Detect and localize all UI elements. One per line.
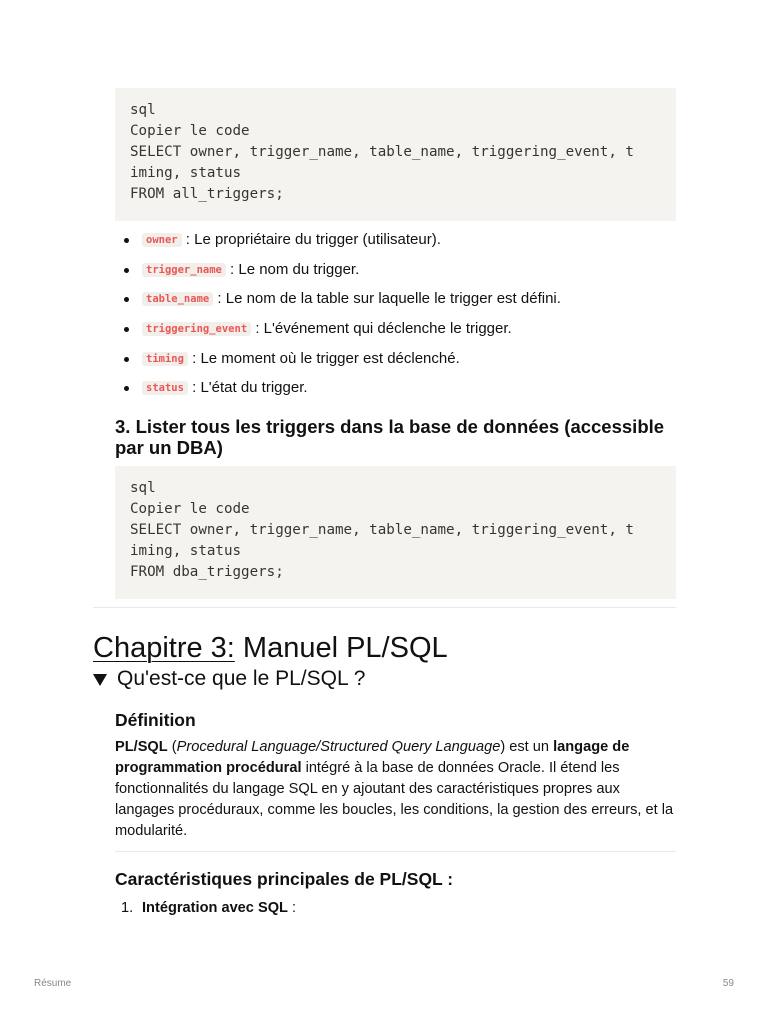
list-item: [115, 259, 676, 289]
code-line: iming, status: [130, 165, 242, 181]
inline-code: table_name: [142, 292, 213, 306]
code-block-all-triggers: [115, 88, 676, 221]
term: PL/SQL: [115, 739, 168, 755]
code-line: sql: [130, 102, 156, 118]
toggle-label: Qu'est-ce que le PL/SQL ?: [117, 667, 366, 690]
code-line: Copier le code: [130, 501, 250, 517]
code-line: Copier le code: [130, 123, 250, 139]
definition-paragraph: [115, 737, 676, 842]
list-item-text: :: [287, 900, 297, 916]
triangle-down-icon[interactable]: [93, 674, 107, 686]
chapter-title-text: Manuel PL/SQL: [234, 632, 448, 664]
text-segment: ) est un: [500, 739, 554, 755]
code-line: FROM all_triggers;: [130, 186, 284, 202]
footer-page-number: 59: [722, 978, 734, 989]
code-line: FROM dba_triggers;: [130, 564, 284, 580]
definition-heading: Définition: [115, 710, 196, 730]
list-number: 1.: [121, 900, 134, 916]
text-segment: intégré à la base de données Oracle. Il étend les fonctionnalités du langage SQL en y ajoutant des caractéristiques propres aux langages procéduraux, comme les boucles, les conditions, la gestion des erreurs, et la modularité.: [115, 760, 674, 839]
list-item: [115, 288, 676, 318]
code-block-dba-triggers: [115, 466, 676, 599]
list-item-bold: Intégration avec SQL: [142, 900, 288, 916]
list-item-text: : Le nom de la table sur laquelle le trigger est défini.: [213, 290, 561, 308]
footer-document-title: Résume: [34, 978, 72, 989]
list-item: [115, 318, 676, 348]
paragraph-divider: [115, 851, 676, 852]
section-divider: [93, 607, 676, 608]
list-item: [115, 898, 296, 919]
list-item-text: : Le propriétaire du trigger (utilisateur).: [181, 231, 441, 248]
inline-code: triggering_event: [142, 322, 251, 336]
section-heading-dba-triggers: 3. Lister tous les triggers dans la base de données (accessible par un DBA): [115, 416, 665, 458]
list-item-text: : L'événement qui déclenche le trigger.: [251, 320, 512, 338]
characteristics-heading: Caractéristiques principales de PL/SQL :: [115, 869, 454, 889]
code-line: iming, status: [130, 543, 242, 559]
column-description-list: [115, 229, 676, 407]
bold-phrase: langage de programmation procédural: [115, 739, 630, 776]
list-item: [115, 348, 676, 378]
toggle-heading[interactable]: [93, 664, 365, 694]
list-item-text: : Le nom du trigger.: [225, 260, 360, 278]
characteristics-list: [115, 898, 296, 919]
inline-code: status: [142, 381, 188, 395]
list-item: [115, 377, 676, 407]
chapter-title: [93, 629, 448, 667]
list-item-text: : L'état du trigger.: [187, 379, 308, 397]
code-line: SELECT owner, trigger_name, table_name, triggering_event, t: [130, 522, 634, 538]
list-item-text: : Le moment où le trigger est déclenché.: [187, 349, 460, 367]
inline-code: timing: [142, 352, 188, 366]
inline-code: owner: [142, 233, 182, 247]
code-line: SELECT owner, trigger_name, table_name, triggering_event, t: [130, 144, 634, 160]
term-expansion: Procedural Language/Structured Query Language: [176, 739, 501, 755]
code-line: sql: [130, 480, 156, 496]
chapter-link[interactable]: Chapitre 3:: [93, 632, 235, 664]
paren-open: (: [167, 739, 177, 755]
list-item: [115, 229, 676, 259]
inline-code: trigger_name: [142, 263, 226, 277]
